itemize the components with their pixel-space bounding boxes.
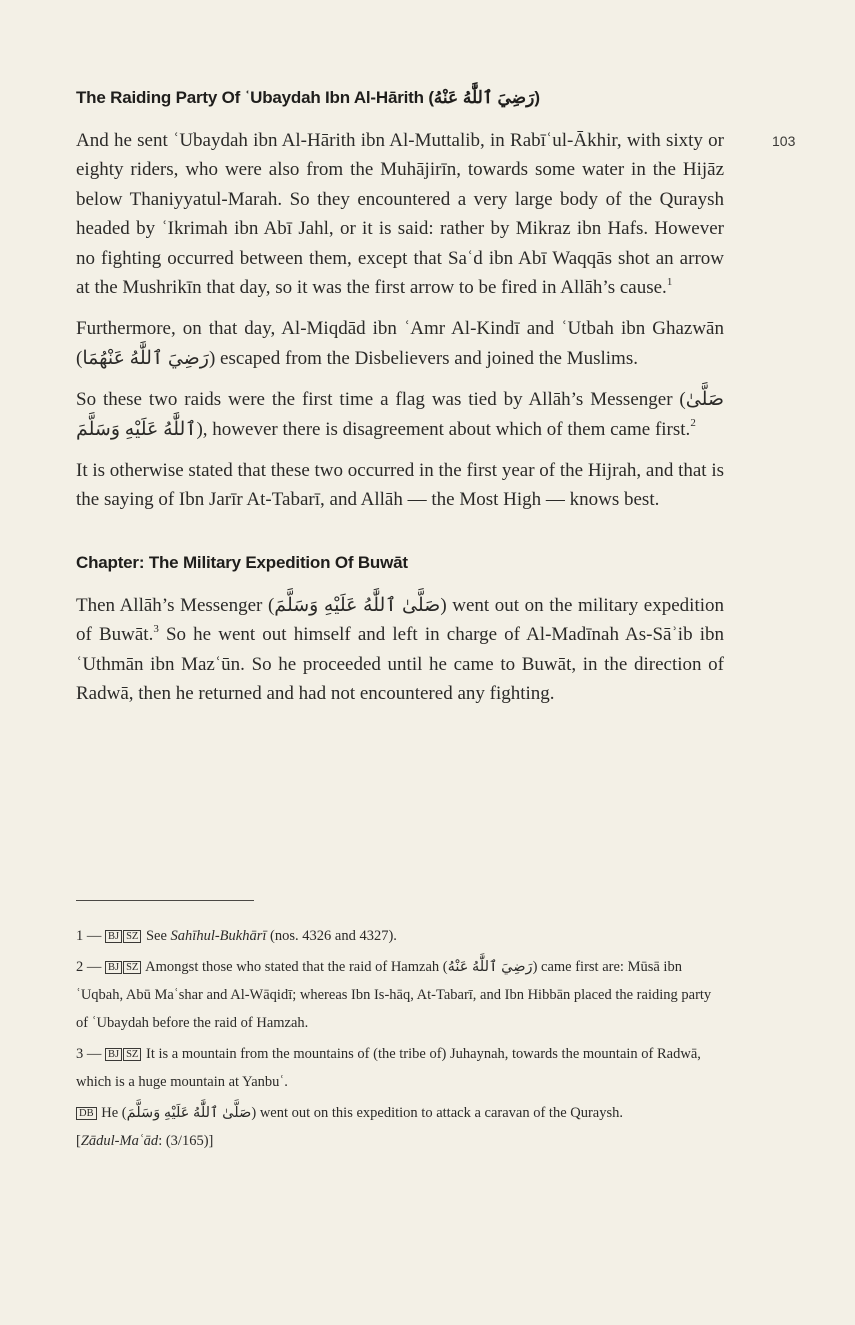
footnote-text: Amongst those who stated that the raid of Hamzah (رَضِيَ ٱللَّٰهُ عَنْهُ) came first are: Mūsā ibn ʿUqbah, Abū Maʿshar and Al-Wāqidī; whereas Ibn Is-hāq, At-Tabarī, and Ibn Hibbān placed the raiding party of ʿUbaydah before the raid of Hamzah. (76, 959, 712, 1031)
chapter-heading-buwat: Chapter: The Military Expedition Of Buwāt (76, 552, 408, 572)
book-title: Sahīhul-Bukhārī (170, 928, 267, 944)
footnote-number: 1 — (76, 928, 105, 944)
source-tag: DB (76, 1107, 97, 1120)
footnote-1 (76, 922, 724, 950)
footnote-ref[interactable]: 2 (690, 417, 696, 430)
footnote-text: It is a mountain from the mountains of (the tribe of) Juhaynah, towards the mountain of Radwā, which is a huge mountain at Yanbuʿ. (76, 1046, 701, 1090)
paragraph (76, 126, 724, 302)
section-heading-ubaydah: The Raiding Party Of ʿUbaydah Ibn Al-Hārith (رَضِيَ ٱللَّٰهُ عَنْهُ) (76, 88, 540, 107)
footnote-ref[interactable]: 3 (153, 622, 159, 635)
reference-text: : (3/165)] (158, 1133, 214, 1149)
footnotes (76, 922, 724, 1155)
paragraph-text: Then Allāh’s Messenger (صَلَّىٰ ٱللَّٰهُ عَلَيْهِ وَسَلَّمَ) went out on the military expedition of Buwāt. (76, 594, 724, 646)
paragraph-text: So these two raids were the first time a flag was tied by Allāh’s Messenger (صَلَّىٰ ٱللَّٰهُ عَلَيْهِ وَسَلَّمَ), however there is disagreement about which of them came first. (76, 389, 724, 440)
footnote-2 (76, 953, 724, 1037)
source-tag: SZ (123, 961, 141, 974)
source-tag: BJ (105, 961, 122, 974)
book-title: Zādul-Maʿād (80, 1133, 159, 1149)
source-tag: BJ (105, 1048, 122, 1061)
footnote-text: (nos. 4326 and 4327). (266, 928, 397, 944)
footnote-ref[interactable]: 1 (666, 275, 673, 288)
footnote-text: See (142, 928, 171, 944)
paragraph: Furthermore, on that day, Al-Miqdād ibn ʿAmr Al-Kindī and ʿUtbah ibn Ghazwān (رَضِيَ ٱللَّٰهُ عَنْهُمَا) escaped from the Disbelievers and joined the Muslims. (76, 318, 724, 369)
page-number: 103 (772, 133, 796, 149)
paragraph-text: So he went out himself and left in charge of Al-Madīnah As-Sāʾib ibn ʿUthmān ibn Mazʿūn. So he proceeded until he came to Buwāt, in the direction of Radwā, then he returned and had not encountered any fighting. (76, 624, 724, 705)
source-tag: BJ (105, 930, 122, 943)
paragraph-text: And he sent ʿUbaydah ibn Al-Hārith ibn Al-Muttalib, in Rabīʿul-Ākhir, with sixty or eighty riders, who were also from the Muhājirīn, towards some water in the Hijāz below Thaniyyatul-Marah. So they encountered a very large body of the Quraysh headed by ʿIkrimah ibn Abī Jahl, or it is said: rather by Mikraz ibn Hafs. However no fighting occurred between them, except that Saʿd ibn Abī Waqqās shot an arrow at the Mushrikīn that day, so it was the first arrow to be fired in Allāh’s cause. (76, 130, 724, 299)
source-tag: SZ (123, 1048, 141, 1061)
paragraph: It is otherwise stated that these two occurred in the first year of the Hijrah, and that is the saying of Ibn Jarīr At-Tabarī, and Allāh — the Most High — knows best. (76, 460, 724, 511)
footnote-3 (76, 1040, 724, 1096)
reference-bracket: [ (76, 1133, 81, 1149)
footnote-3-note (76, 1099, 724, 1155)
source-tag: SZ (123, 930, 141, 943)
main-text (76, 86, 724, 721)
footnote-number: 2 — (76, 959, 105, 975)
paragraph (76, 591, 724, 709)
paragraph (76, 385, 724, 444)
footnote-text: He (صَلَّىٰ ٱللَّٰهُ عَلَيْهِ وَسَلَّمَ) went out on this expedition to attack a caravan of the Quraysh. (97, 1105, 624, 1121)
footnote-divider (76, 900, 254, 901)
footnote-number: 3 — (76, 1046, 105, 1062)
